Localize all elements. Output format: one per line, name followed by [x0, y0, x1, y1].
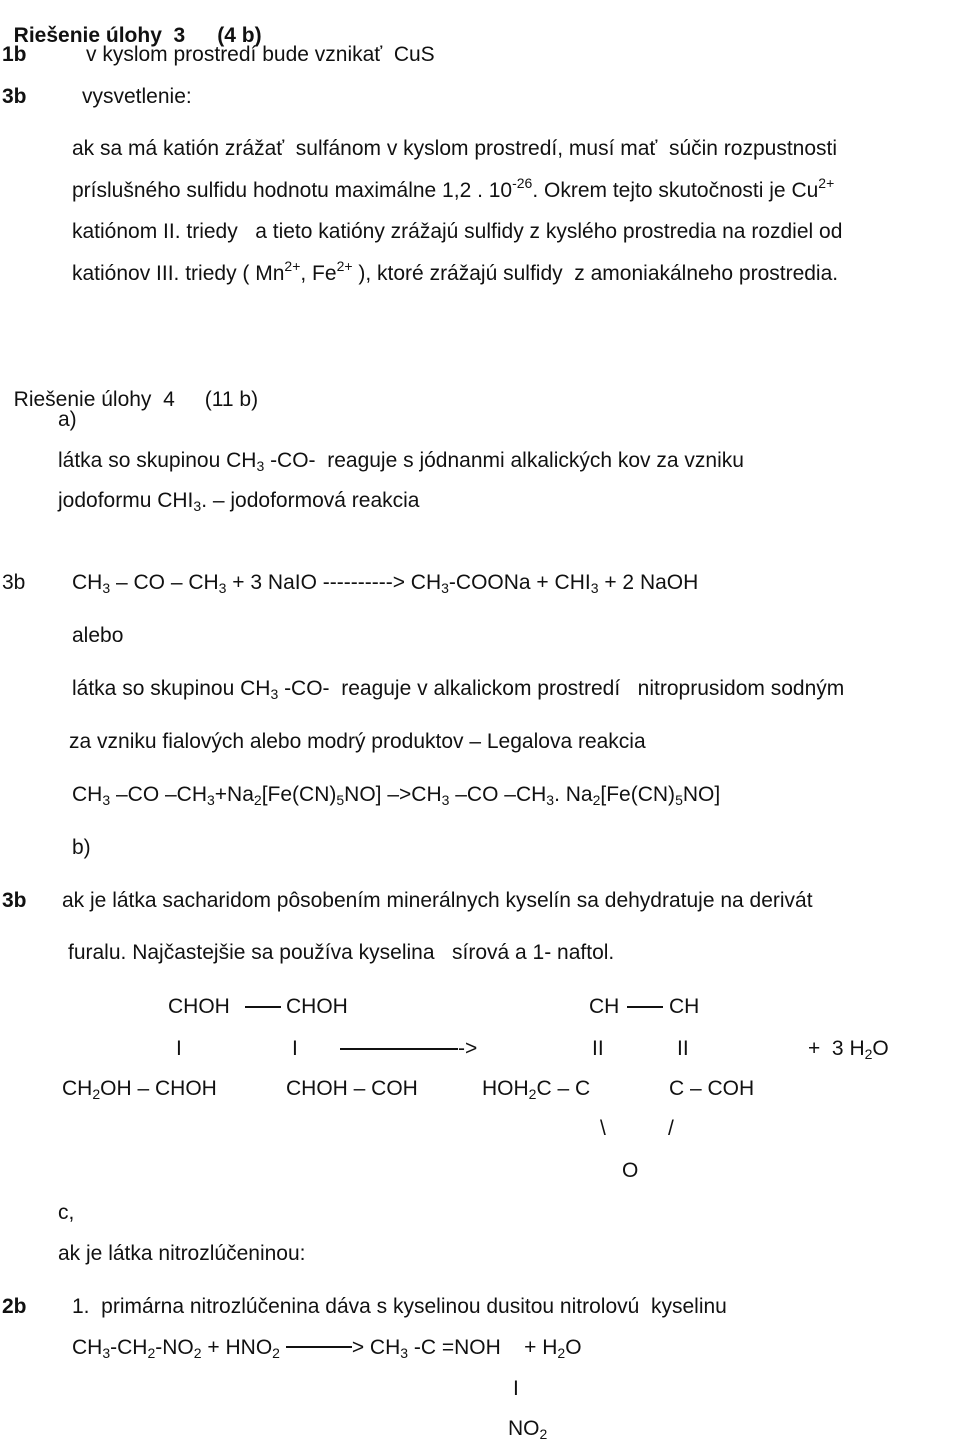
paragraph-line: furalu. Najčastejšie sa používa kyselina sírová a 1- naftol. — [68, 941, 615, 964]
bond-line — [245, 1006, 281, 1008]
scheme-bond-diagonal: \ — [600, 1117, 606, 1140]
paragraph-line: jodoformu $CHI_3$. – jodoformová reakcia — [58, 489, 420, 514]
equation-legal: $CH_3$ –CO $-CH_3+Na_2[Fe(CN)_5NO]$ $->CH_3$ –CO $-CH_3$. $Na_2[Fe(CN)_5NO]$ — [72, 783, 721, 808]
paragraph-line: 1. primárna nitrozlúčenina dáva s kyselinou dusitou nitrolovú kyselinu — [72, 1295, 727, 1318]
paragraph-line: ak je látka sacharidom pôsobením minerálnych kyselín sa dehydratuje na derivát — [62, 889, 813, 912]
scheme-bond-single: I — [513, 1377, 519, 1400]
scheme-ch-left: CH — [589, 995, 620, 1018]
scheme-bond-double: II — [592, 1037, 604, 1060]
scheme-bond-single: I — [176, 1037, 182, 1060]
scheme-water: + 3 $H_2O$ — [808, 1037, 889, 1062]
scheme-reactant-right: CHOH – COH — [286, 1077, 418, 1100]
section4-heading: Riešenie úlohy 4 (11 b) — [13, 388, 259, 411]
paragraph-line: ak je látka nitrozlúčeninou: — [58, 1242, 306, 1265]
scheme-reactant-left: $CH_2OH$ – CHOH — [62, 1077, 217, 1102]
subpart-label: b) — [72, 836, 91, 859]
scheme-chohone: CHOH — [168, 995, 230, 1018]
scheme-ch-right: CH — [669, 995, 700, 1018]
scheme-ring-oxygen: O — [622, 1159, 639, 1182]
score-label: 3b — [2, 85, 27, 108]
section3-heading: Riešenie úlohy 3 (4 b) — [13, 24, 262, 47]
arrow-shaft — [340, 1048, 458, 1050]
paragraph-line: ak sa má katión zrážať sulfánom v kyslom prostredí, musí mať súčin rozpustnosti — [72, 137, 838, 160]
alternative-label: alebo — [72, 624, 124, 647]
answer-line: v kyslom prostredí bude vznikať CuS — [86, 43, 435, 66]
subpart-label: c, — [58, 1201, 75, 1224]
section4-points: (11 b) — [204, 388, 259, 411]
bond-line — [627, 1006, 663, 1008]
scheme-bond-double: II — [677, 1037, 689, 1060]
equation-iodoform: $CH_3$ – CO – $CH_3 + 3$ NaIO ----------> $CH_3$-COONa + $CHI_3 + 2$ NaOH — [72, 571, 699, 596]
paragraph-line: látka so skupinou $CH_3$ -CO- reaguje v alkalickom prostredí nitroprusidom sodným — [72, 677, 845, 702]
paragraph-line: látka so skupinou $CH_3$ -CO- reaguje s jódnanmi alkalických kov za vzniku — [58, 449, 744, 474]
paragraph-line: príslušného sulfidu hodnotu maximálne 1,2 . $10^{-26}$. Okrem tejto skutočnosti je $Cu^{2+}$ — [72, 175, 835, 202]
arrow-shaft — [286, 1346, 352, 1348]
score-label: 1b — [2, 43, 27, 66]
score-label: 3b — [2, 571, 26, 594]
paragraph-line: katiónom II. triedy a tieto katióny zrážajú sulfidy z kyslého prostredia na rozdiel od — [72, 220, 843, 243]
paragraph-line: za vzniku fialových alebo modrý produktov – Legalova reakcia — [69, 730, 646, 753]
scheme-product-left: $HOH_2C$ – C — [482, 1077, 591, 1102]
arrow-head: -> — [458, 1037, 478, 1060]
equation-nitrolic: $CH_3-CH_2-NO_2 + HNO_2 > CH_3$ -C =NOH + $H_2O$ — [72, 1336, 582, 1361]
scheme-chohtwo: CHOH — [286, 995, 348, 1018]
scheme-bond-single: I — [292, 1037, 298, 1060]
nitro-group: $NO_2$ — [508, 1417, 548, 1442]
paragraph-line: katiónov III. triedy ( $Mn^{2+}$, $Fe^{2+}$ ), ktoré zrážajú sulfidy z amoniakálneho prostredia. — [72, 258, 839, 285]
section3-points: (4 b) — [217, 24, 262, 47]
scheme-product-right: C – COH — [669, 1077, 755, 1100]
score-label: 2b — [2, 1295, 27, 1318]
answer-line: vysvetlenie: — [82, 85, 192, 108]
scheme-bond-diagonal: / — [668, 1117, 674, 1140]
subpart-label: a) — [58, 408, 77, 431]
score-label: 3b — [2, 889, 27, 912]
